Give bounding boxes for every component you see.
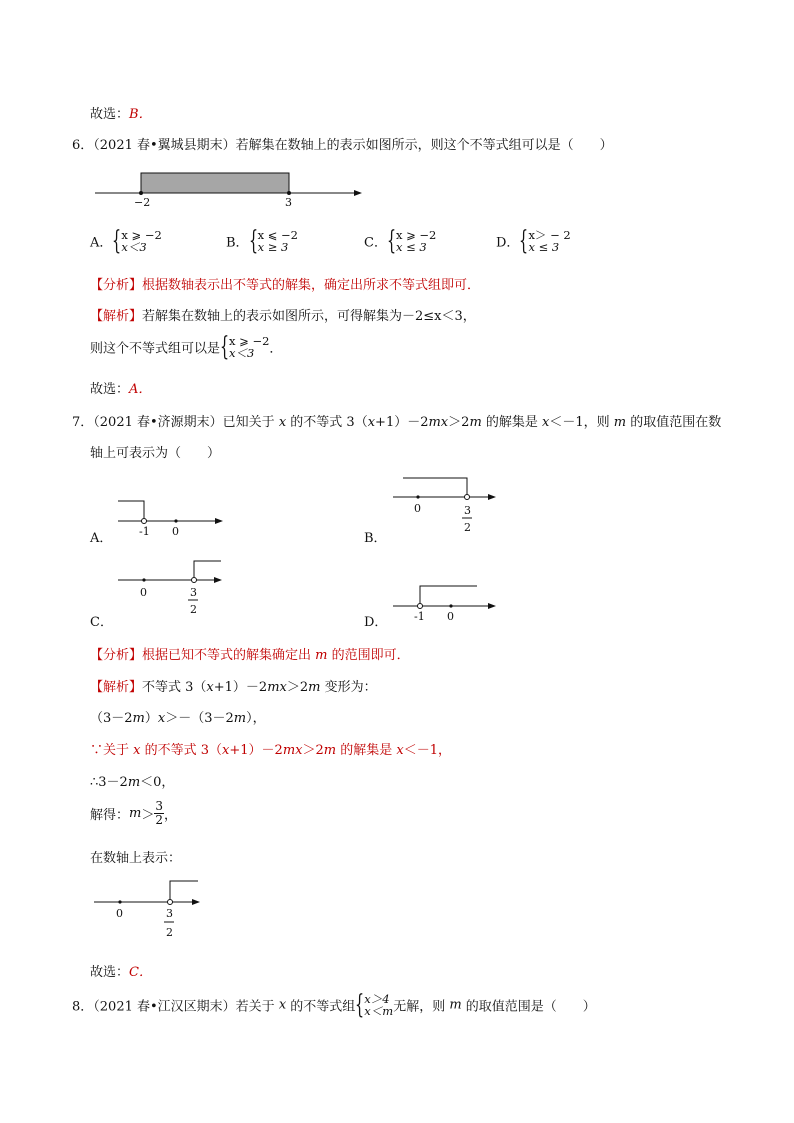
sys-line: x ⩾ −2 (229, 334, 270, 348)
text: ＜0， (140, 775, 175, 790)
text: ＜－1，则 (549, 415, 614, 430)
question-source: （2021 春•济源期末） (93, 415, 223, 430)
var-m: m (127, 775, 141, 790)
q8-stem (72, 992, 596, 1018)
range-bracket (403, 478, 467, 494)
option-letter: C． (364, 235, 387, 251)
endpoint-open (168, 900, 173, 905)
text: 在数轴上表示： (90, 851, 182, 866)
var-x: x (367, 415, 376, 430)
q7-solution-line3 (90, 739, 451, 758)
brace-icon: { (112, 226, 122, 256)
sys-line: x＜m (364, 1004, 394, 1018)
text: 的解集是 (336, 743, 397, 758)
question-number: 8． (72, 999, 94, 1015)
text: ＞－（3－2 (165, 711, 234, 726)
text: ） (144, 711, 158, 726)
text: （3－2 (90, 711, 133, 726)
tick-dot (174, 519, 177, 522)
text: 的不等式组 (286, 999, 356, 1015)
q7-analysis (90, 644, 410, 663)
answer-value: B． (129, 107, 152, 122)
var-m: m (233, 711, 247, 726)
answer-prefix: 故选： (90, 382, 130, 397)
var-m: m (132, 711, 145, 726)
q7-solution-line6 (90, 847, 181, 866)
text: 的解集是 (481, 415, 543, 430)
brace-icon: { (355, 990, 365, 1020)
text: 轴上可表示为（ ） (90, 446, 221, 461)
endpoint-open (465, 495, 470, 500)
sys-line: x ≤ 3 (528, 240, 560, 254)
text: 若关于 (235, 999, 279, 1015)
analysis-tag: 【分析】 (90, 648, 143, 663)
axis-label: 2 (190, 603, 197, 616)
sys-line: x＞ − 2 (528, 228, 571, 242)
axis-label: 0 (414, 502, 421, 515)
solution-text: 若解集在数轴上的表示如图所示，可得解集为－2≤x＜3， (142, 309, 476, 324)
range-bracket (170, 881, 198, 899)
var-mx: mx (428, 415, 449, 430)
solution-tag: 【解析】 (90, 309, 143, 324)
sys-line: x ⩾ −2 (121, 228, 162, 242)
axis-arrow (192, 899, 200, 905)
axis-label: 2 (166, 926, 173, 939)
answer-value: A． (129, 382, 152, 397)
var-m: m (315, 648, 328, 663)
sys-line: x ⩾ −2 (395, 228, 437, 242)
axis-label: −2 (134, 196, 151, 209)
brace-icon: { (386, 226, 397, 256)
axis-arrow (214, 577, 222, 583)
var-m: m (129, 806, 142, 821)
option-letter: B． (226, 235, 249, 251)
var-mx: mx (282, 743, 303, 758)
solution-text: ． (269, 341, 283, 357)
text: 的不等式 3（ (286, 415, 368, 430)
axis-label: 0 (172, 525, 179, 538)
text: ＞2 (286, 680, 309, 695)
axis-label: 3 (190, 586, 197, 599)
endpoint-open (418, 604, 423, 609)
analysis-tag: 【分析】 (90, 278, 143, 293)
axis-label: -1 (414, 610, 425, 623)
axis-label: 3 (285, 196, 292, 209)
var-m: m (613, 415, 627, 430)
axis-arrow (488, 494, 496, 500)
text: 的取值范围是（ ） (461, 999, 596, 1015)
tick-dot (118, 900, 121, 903)
text: 已知关于 (222, 415, 279, 430)
option-letter: D． (496, 235, 520, 251)
var-x: x (278, 997, 287, 1013)
text: 不等式 3（ (142, 680, 207, 695)
text: ）， (246, 711, 266, 726)
fraction-numerator: 3 (155, 799, 163, 813)
var-m: m (449, 997, 462, 1013)
text: 无解，则 (393, 999, 450, 1015)
tick-dot (449, 604, 452, 607)
text: +1）－2 (229, 743, 283, 758)
option-d-number-line (393, 586, 496, 623)
solution-number-line (94, 881, 200, 939)
solution-tag: 【解析】 (90, 680, 143, 695)
sys-line: x ≥ 3 (257, 240, 289, 254)
text: ＞2 (302, 743, 324, 758)
text: ∴3－2 (90, 775, 128, 790)
q7-solution-line2 (90, 707, 266, 726)
tick-dot (142, 578, 145, 581)
text: ＞2 (448, 415, 470, 430)
fraction (154, 800, 164, 827)
var-x: x (206, 680, 214, 695)
endpoint-open (192, 578, 197, 583)
q7-solution-line5 (90, 800, 177, 827)
q7-solution-line1 (90, 676, 377, 695)
var-x: x (133, 743, 141, 758)
analysis-text: 的范围即可． (327, 648, 410, 663)
text: ＞ (141, 808, 155, 823)
question-source: （2021 春•江汉区期末） (93, 999, 236, 1015)
analysis-text: 根据已知不等式的解集确定出 (142, 648, 316, 663)
q7-option-b-letter: B． (364, 531, 387, 546)
axis-label: 0 (140, 586, 147, 599)
text: ∵关于 (90, 743, 134, 758)
brace-icon: { (519, 226, 529, 256)
axis-arrow (488, 603, 496, 609)
axis-label: 3 (166, 907, 173, 920)
fraction-denominator: 2 (155, 813, 163, 827)
answer-prefix: 故选： (90, 107, 130, 122)
var-x: x (278, 415, 287, 430)
question-text: 若解集在数轴上的表示如图所示，则这个不等式组可以是（ ） (235, 138, 613, 153)
axis-label: -1 (139, 525, 150, 538)
option-b-number-line (393, 478, 496, 534)
axis-arrow (215, 518, 223, 524)
sys-line: x＞4 (364, 992, 390, 1006)
text: 的不等式 3（ (140, 743, 223, 758)
q7-answer (90, 961, 152, 980)
var-x: x (222, 743, 230, 758)
range-bracket (118, 501, 144, 518)
sys-line: x ≤ 3 (395, 240, 427, 254)
endpoint-open (142, 519, 147, 524)
text: 的取值范围在数 (626, 415, 722, 430)
var-m: m (308, 680, 321, 695)
text: 解得： (90, 808, 130, 823)
solution-text: 则这个不等式组可以是 (90, 341, 221, 357)
text: ， (164, 808, 178, 823)
var-mx: mx (267, 680, 287, 695)
axis-label: 3 (464, 504, 471, 517)
range-bracket (194, 561, 221, 577)
option-letter: A． (90, 235, 113, 251)
q7-option-d-letter: D． (364, 615, 388, 630)
q7-solution-line4 (90, 771, 174, 790)
var-x: x (542, 415, 550, 430)
option-a-number-line (118, 501, 223, 538)
axis-label: 0 (447, 610, 454, 623)
text: 变形为： (320, 680, 377, 695)
sys-line: x＜3 (121, 240, 147, 254)
axis-label: 0 (116, 907, 123, 920)
text: ＜－1， (403, 743, 451, 758)
sys-line: x＜3 (229, 346, 255, 360)
q7-option-c-letter: C． (90, 615, 113, 630)
text: +1）－2 (375, 415, 429, 430)
question-source: （2021 春•翼城县期末） (93, 138, 236, 153)
answer-prefix: 故选： (90, 965, 130, 980)
var-m: m (469, 415, 482, 430)
var-m: m (323, 743, 337, 758)
range-bracket (420, 586, 477, 603)
brace-icon: { (248, 226, 258, 256)
tick-dot (416, 495, 419, 498)
q7-option-a-letter: A． (90, 531, 113, 546)
axis-label: 2 (464, 521, 471, 534)
question-number: 7． (72, 415, 94, 430)
text: +1）－2 (213, 680, 268, 695)
option-c-number-line (118, 561, 222, 616)
question-number: 6． (72, 138, 94, 153)
brace-icon: { (220, 332, 230, 362)
analysis-text: 根据数轴表示出不等式的解集，确定出所求不等式组即可． (142, 278, 481, 293)
var-x: x (157, 711, 166, 726)
answer-value: C． (129, 965, 152, 980)
sys-line: x ⩽ −2 (257, 228, 298, 242)
var-x: x (396, 743, 404, 758)
